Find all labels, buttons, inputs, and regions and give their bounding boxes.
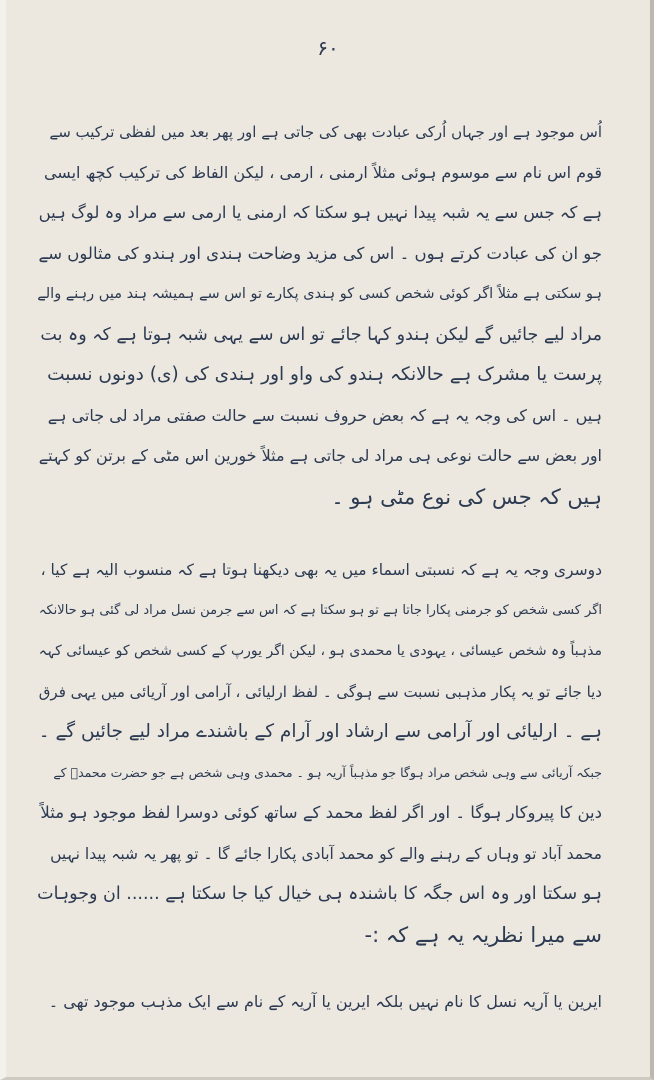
text-line: ایرین یا آریہ نسل کا نام نہیں بلکہ ایرین یا آریہ کے نام سے ایک مذہب موجود تھی ۔ <box>48 992 602 1011</box>
text-line: جو ان کی عبادت کرتے ہوں ۔ اس کی مزید وضاحت ہندی اور ہندو کی مثالوں سے <box>38 243 602 263</box>
text-line: قوم اس نام سے موسوم ہوئی مثلاً ارمنی ، ارمی ، لیکن الفاظ کی ترکیب کچھ ایسی <box>43 162 602 182</box>
page-number: ۶۰ <box>317 36 339 60</box>
text-line: پرست یا مشرک ہے حالانکہ ہندو کی واو اور ہندی کی (ی) دونوں نسبت <box>47 364 602 385</box>
text-line: جبکہ آریائی سے وہی شخص مراد ہوگا جو مذہباً آریہ ہو ۔ محمدی وہی شخص ہے جو حضرت محمدؐ کے <box>53 764 602 780</box>
text-line: دوسری وجہ یہ ہے کہ نسبتی اسماء میں یہ بھی دیکھنا ہوتا ہے کہ منسوب الیہ ہے کیا ، <box>40 561 602 579</box>
text-line: محمد آباد تو وہاں کے رہنے والے کو محمد آبادی پکارا جائے گا ۔ تو پھر یہ شبہ پیدا نہیں <box>50 844 602 863</box>
text-line: ہو سکتی ہے مثلاً اگر کوئی شخص کسی کو ہندی پکارے تو اس سے ہمیشہ ہند میں رہنے والے <box>37 286 602 302</box>
text-line: اور بعض سے حالت نوعی ہی مراد لی جاتی ہے مثلاً خورین اس مٹی کے برتن کو کہتے <box>38 446 602 465</box>
paragraph-3 <box>36 982 602 1023</box>
text-line: سے میرا نظریہ یہ ہے کہ :- <box>364 922 602 947</box>
text-line: مذہباً وہ شخص عیسائی ، یہودی یا محمدی ہو ، لیکن اگر یورپ کے کسی شخص کو عیسائی کہہ <box>38 643 602 659</box>
text-line: ہو سکتا اور وہ اس جگہ کا باشندہ ہی خیال کیا جا سکتا ہے ...... ان وجوہات <box>37 884 602 904</box>
paragraph-2 <box>36 550 602 955</box>
text-line: مراد لیے جائیں گے لیکن ہندو کہا جائے تو اس سے یہی شبہ ہوتا ہے کہ وہ بت <box>40 324 602 345</box>
text-line: ہیں ۔ اس کی وجہ یہ ہے کہ بعض حروف نسبت سے حالت صفتی مراد لی جاتی ہے <box>47 405 602 425</box>
paragraph-1 <box>36 112 602 517</box>
text-line: ہیں کہ جس کی نوع مٹی ہو ۔ <box>331 484 602 509</box>
text-line: اگر کسی شخص کو جرمنی پکارا جاتا ہے تو ہو سکتا ہے کہ اس سے جرمن نسل مراد لی گئی ہو حالانکہ <box>38 602 602 618</box>
text-line: دیا جائے تو یہ پکار مذہبی نسبت سے ہوگی ۔ لفظ ارلیائی ، آرامی اور آریائی میں یہی فرق <box>38 682 602 701</box>
text-line: دین کا پیروکار ہوگا ۔ اور اگر لفظ محمد کے ساتھ کوئی دوسرا لفظ موجود ہو مثلاً <box>40 803 602 822</box>
text-line: ہے کہ جس سے یہ شبہ پیدا نہیں ہو سکتا کہ ارمنی یا ارمی سے مراد وہ لوگ ہیں <box>38 203 602 222</box>
text-line: ہے ۔ ارلیائی اور آرامی سے ارشاد اور آرام کے باشندے مراد لیے جائیں گے ۔ <box>38 721 602 742</box>
text-line: اُس موجود ہے اور جہاں اُرکی عبادت بھی کی جاتی ہے اور پھر بعد میں لفظی ترکیب سے <box>49 123 602 141</box>
